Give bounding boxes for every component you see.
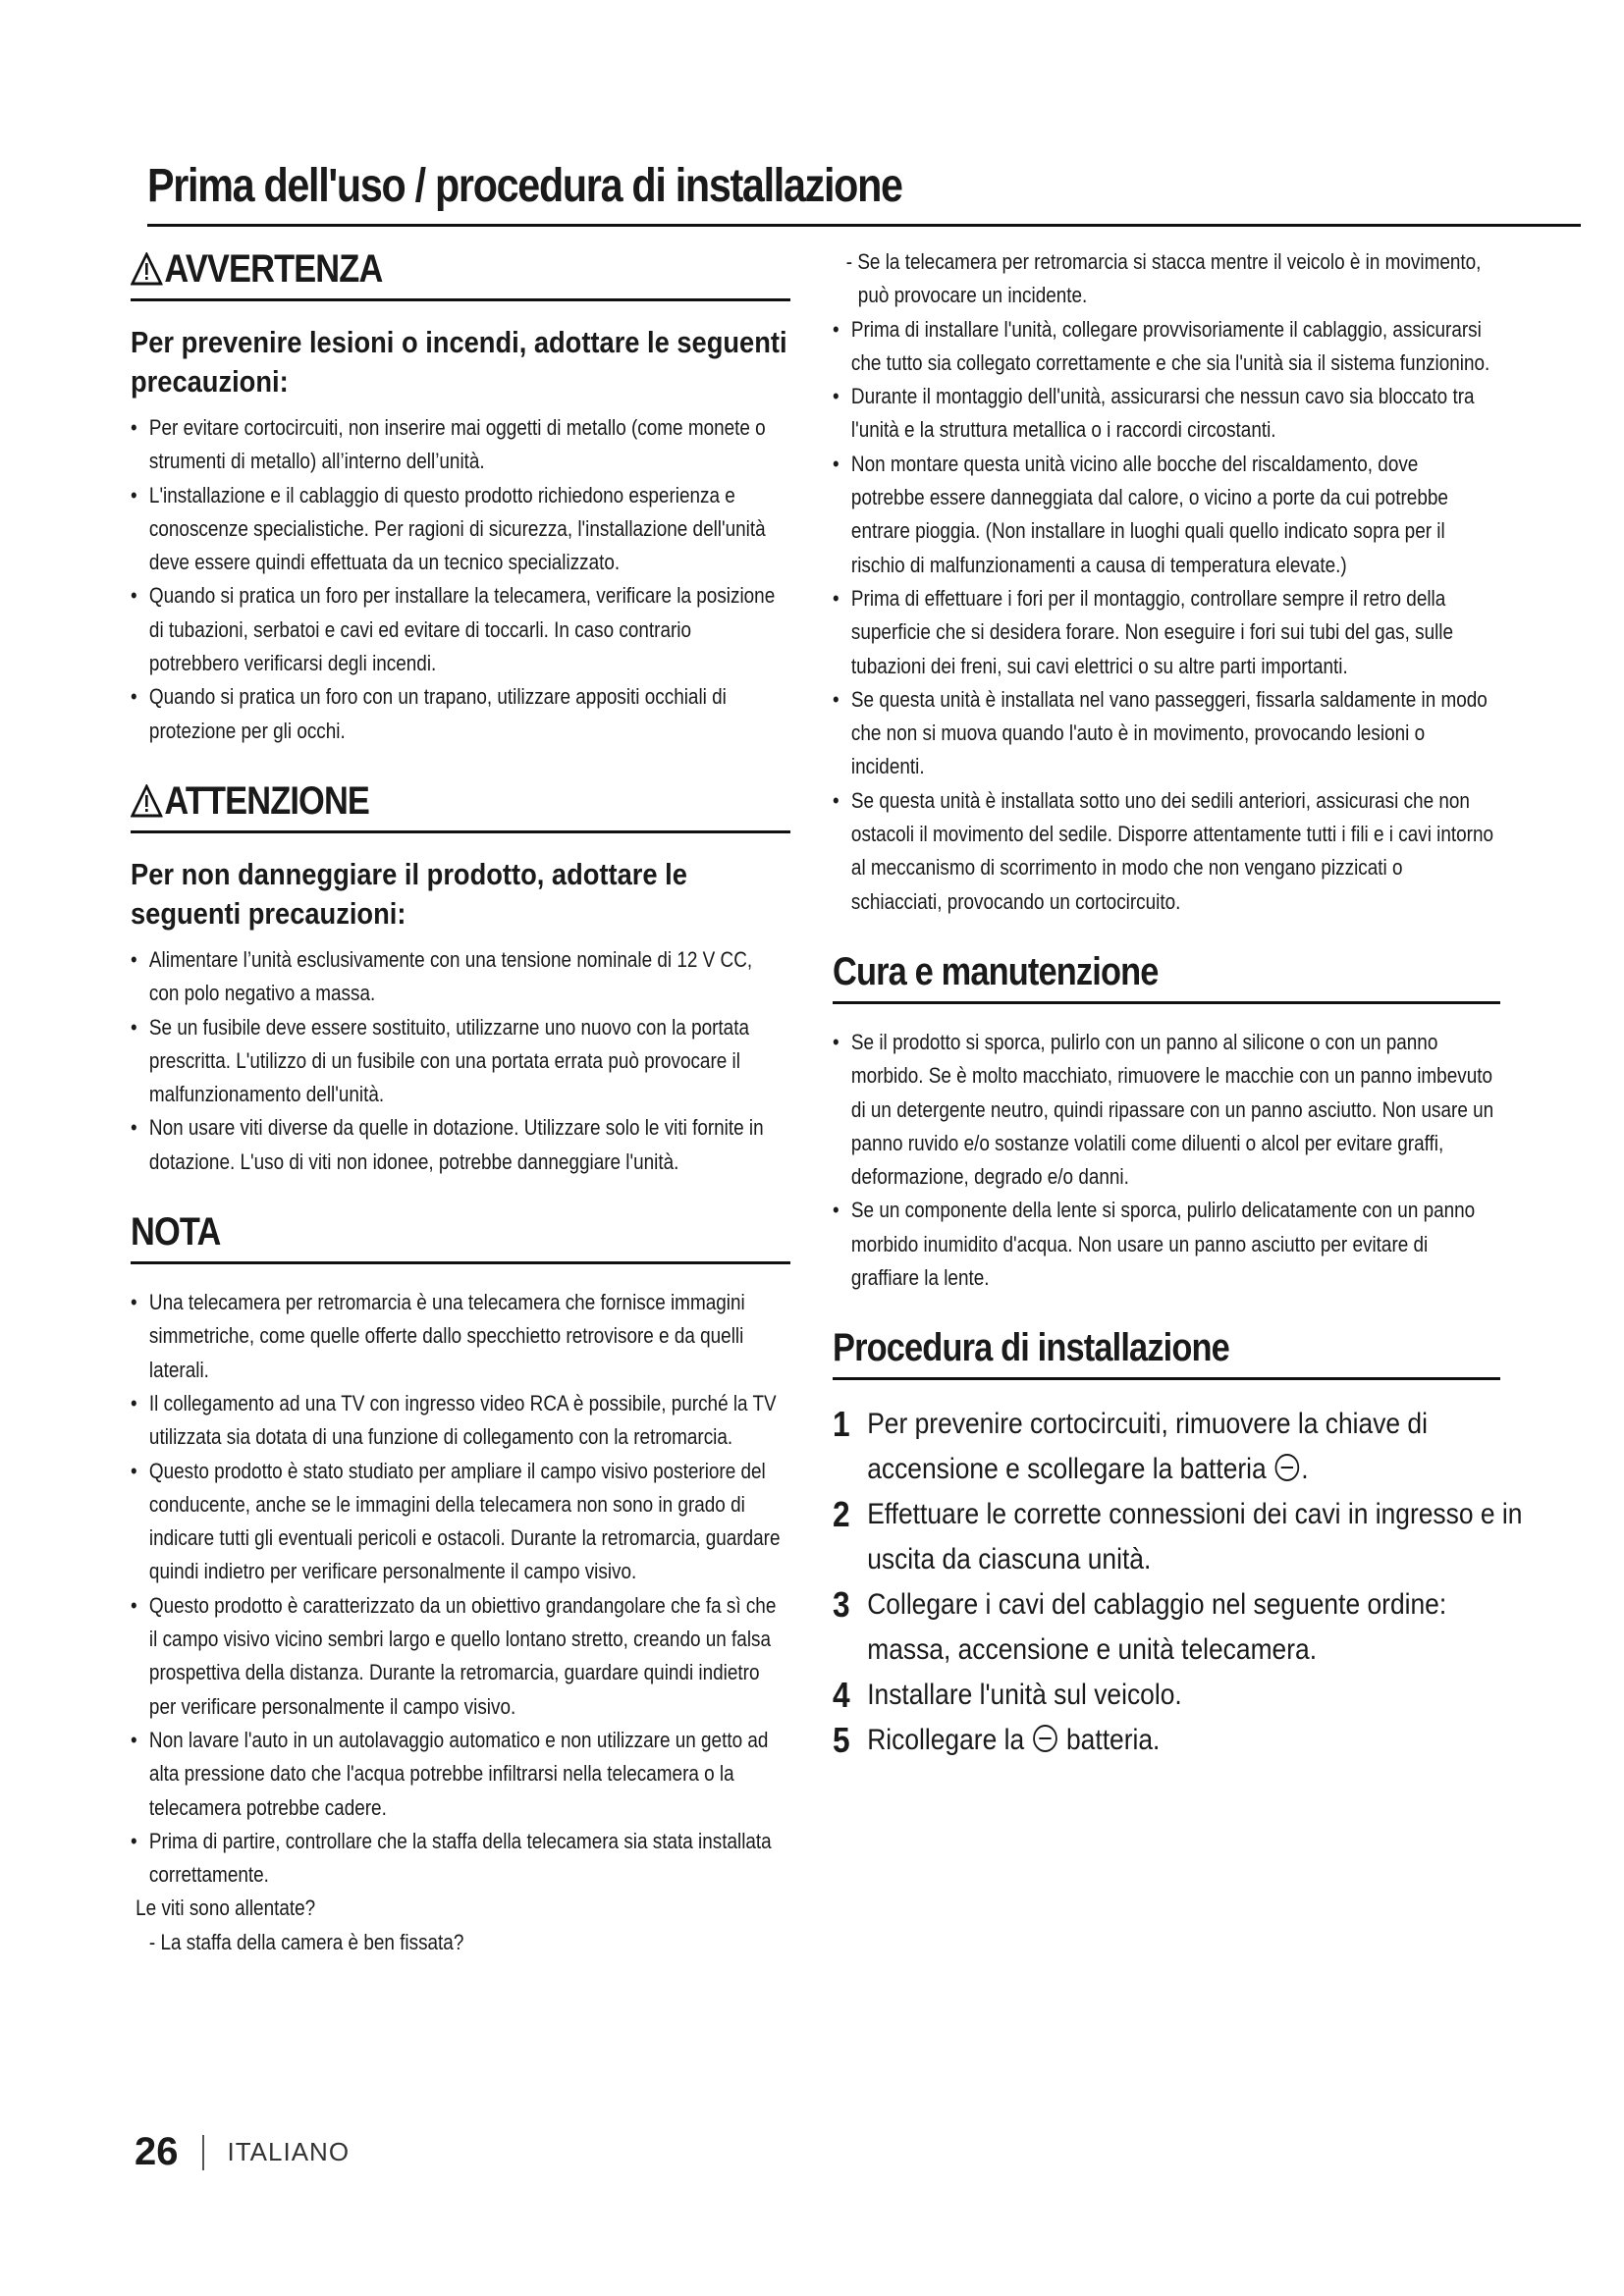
list-item: • Questo prodotto è caratterizzato da un obiettivo grandangolare che fa sì che il campo visivo vicino sembri largo e quello lontano stretto, creando un falsa prospettiva della distanza. Durante la retromarcia, guardare quindi indietro per verificare personalmente il campo visivo. (131, 1589, 785, 1724)
install-heading (833, 1324, 1500, 1380)
warning-triangle-icon (131, 252, 163, 286)
battery-minus-icon (1275, 1454, 1300, 1481)
list-item: • Alimentare l’unità esclusivamente con una tensione nominale di 12 V CC, con polo negativo a massa. (131, 943, 785, 1011)
note-list (131, 1286, 790, 1892)
step-text: Collegare i cavi del cablaggio nel seguente ordine: massa, accensione e unità telecamera. (867, 1588, 1447, 1667)
note-heading (131, 1208, 790, 1264)
step-text: Installare l'unità sul veicolo. (867, 1679, 1182, 1712)
install-step (833, 1718, 1537, 1763)
list-item: • Durante il montaggio dell'unità, assicurarsi che nessun cavo sia bloccato tra l'unità e la struttura metallica o i raccordi circostanti. (833, 380, 1494, 448)
list-item: • Se un componente della lente si sporca, pulirlo delicatamente con un panno morbido inumidito d'acqua. Non usare un panno asciutto per evitare di graffiare la lente. (833, 1194, 1494, 1295)
list-item: • Prima di installare l'unità, collegare provvisoriamente il cablaggio, assicurarsi che tutto sia collegato correttamente e che sia l'unità sia il sistema funzionino. (833, 313, 1494, 381)
page-title: Prima dell'uso / procedura di installazione (147, 160, 902, 212)
list-item: • Quando si pratica un foro con un trapano, utilizzare appositi occhiali di protezione per gli occhi. (131, 680, 785, 748)
right-column (833, 245, 1523, 1763)
step-number: 4 (833, 1675, 850, 1716)
page-footer (135, 2130, 350, 2179)
note-heading-text: NOTA (131, 1210, 221, 1255)
left-column (131, 245, 790, 1959)
list-item: • Questo prodotto è stato studiato per ampliare il campo visivo posteriore del conducente, anche se le immagini della telecamera non sono in grado di indicare tutti gli eventuali pericoli e ostacoli. Durante la retromarcia, guardare quindi indietro per verificare personalmente il campo visivo. (131, 1455, 785, 1589)
list-item: • Non lavare l'auto in un autolavaggio automatico e non utilizzare un getto ad alta pressione dato che l'acqua potrebbe infiltrarsi nella telecamera o la telecamera potrebbe cadere. (131, 1724, 785, 1825)
list-item: • Se il prodotto si sporca, pulirlo con un panno al silicone o con un panno morbido. Se è molto macchiato, rimuovere le macchie con un panno imbevuto di un detergente neutro, quindi ripassare con un panno asciutto. Non usare un panno ruvido e/o sostanze volatili come diluenti o alcol per evitare graffi, deformazione, degrado e/o danni. (833, 1026, 1494, 1194)
step-text: Ricollegare la (867, 1724, 1025, 1757)
caution-triangle-icon (131, 784, 163, 818)
care-heading (833, 948, 1500, 1004)
continued-dash-item: - Se la telecamera per retromarcia si stacca mentre il veicolo è in movimento, può provocare un incidente. (845, 249, 1482, 308)
list-item: • Se questa unità è installata sotto uno dei sedili anteriori, assicurasi che non ostacoli il movimento del sedile. Disporre attentamente tutti i fili e i cavi intorno al meccanismo di scorrimento in modo che non vengano pizzicati o schiacciati, provocando un cortocircuito. (833, 784, 1494, 919)
caution-list (131, 943, 790, 1179)
install-step (833, 1492, 1537, 1582)
note-trail-question: Le viti sono allentate? (135, 1896, 316, 1921)
footer-language: ITALIANO (227, 2137, 351, 2166)
warning-heading (131, 245, 790, 301)
list-item: • Prima di effettuare i fori per il montaggio, controllare sempre il retro della superficie che si desidera forare. Non eseguire i fori sui tubi del gas, sulle tubazioni dei freni, sui cavi elettrici o su altre parti importanti. (833, 582, 1494, 683)
install-step (833, 1402, 1537, 1492)
list-item: • Non montare questa unità vicino alle bocche del riscaldamento, dove potrebbe essere danneggiata dal calore, o vicino a porte da cui potrebbe entrare pioggia. (Non installare in luoghi quali quello indicato sopra per il rischio di malfunzionamenti a causa di temperatura elevate.) (833, 448, 1494, 582)
list-item: • Quando si pratica un foro per installare la telecamera, verificare la posizione di tubazioni, serbatoi e cavi ed evitare di toccarli. In caso contrario potrebbero verificarsi degli incendi. (131, 579, 785, 680)
list-item: • Prima di partire, controllare che la staffa della telecamera sia stata installata correttamente. (131, 1825, 785, 1893)
install-steps (833, 1402, 1523, 1763)
right-list (833, 313, 1500, 919)
note-trail-dash: - La staffa della camera è ben fissata? (148, 1929, 464, 1954)
step-number: 5 (833, 1720, 850, 1761)
warning-subheading: Per prevenire lesioni o incendi, adottare le seguenti precauzioni: (131, 325, 787, 399)
step-number: 2 (833, 1494, 850, 1535)
caution-subheading: Per non danneggiare il prodotto, adottare le seguenti precauzioni: (131, 856, 687, 931)
warning-list (131, 411, 790, 748)
install-step (833, 1673, 1537, 1718)
install-step (833, 1582, 1537, 1673)
step-text: Effettuare le corrette connessioni dei cavi in ingresso e in uscita da ciascuna unità. (867, 1498, 1523, 1576)
caution-heading-text: ATTENZIONE (164, 778, 370, 823)
caution-heading (131, 777, 790, 833)
list-item: • Il collegamento ad una TV con ingresso video RCA è possibile, purché la TV utilizzata sia dotata di una funzione di collegamento con la retromarcia. (131, 1387, 785, 1455)
footer-divider (202, 2135, 204, 2170)
step-text: Per prevenire cortocircuiti, rimuovere la chiave di accensione e scollegare la batteria (867, 1408, 1428, 1486)
list-item: • Per evitare cortocircuiti, non inserire mai oggetti di metallo (come monete o strumenti di metallo) all’interno dell’unità. (131, 411, 785, 479)
battery-minus-icon (1033, 1725, 1057, 1752)
care-heading-text: Cura e manutenzione (833, 949, 1159, 993)
list-item: • Se un fusibile deve essere sostituito, utilizzarne uno nuovo con la portata prescritta. L'utilizzo di un fusibile con una portata errata può provocare il malfunzionamento dell'unità. (131, 1011, 785, 1112)
list-item: • Non usare viti diverse da quelle in dotazione. Utilizzare solo le viti fornite in dotazione. L'uso di viti non idonee, potrebbe danneggiare l'unità. (131, 1111, 785, 1179)
page-title-bar (147, 157, 1581, 227)
list-item: • L'installazione e il cablaggio di questo prodotto richiedono esperienza e conoscenze specialistiche. Per ragioni di sicurezza, l'installazione dell'unità deve essere quindi effettuata da un tecnico specializzato. (131, 479, 785, 580)
step-number: 1 (833, 1404, 850, 1445)
warning-heading-text: AVVERTENZA (164, 247, 383, 291)
care-list (833, 1026, 1500, 1295)
step-text-end: . (1301, 1453, 1309, 1486)
step-number: 3 (833, 1584, 850, 1626)
page-number: 26 (135, 2130, 179, 2173)
step-text-end: batteria. (1065, 1724, 1161, 1757)
install-heading-text: Procedura di installazione (833, 1326, 1229, 1370)
list-item: • Se questa unità è installata nel vano passeggeri, fissarla saldamente in modo che non si muova quando l'auto è in movimento, provocando lesioni o incidenti. (833, 683, 1494, 784)
list-item: • Una telecamera per retromarcia è una telecamera che fornisce immagini simmetriche, come quelle offerte dallo specchietto retrovisore e da quelli laterali. (131, 1286, 785, 1387)
